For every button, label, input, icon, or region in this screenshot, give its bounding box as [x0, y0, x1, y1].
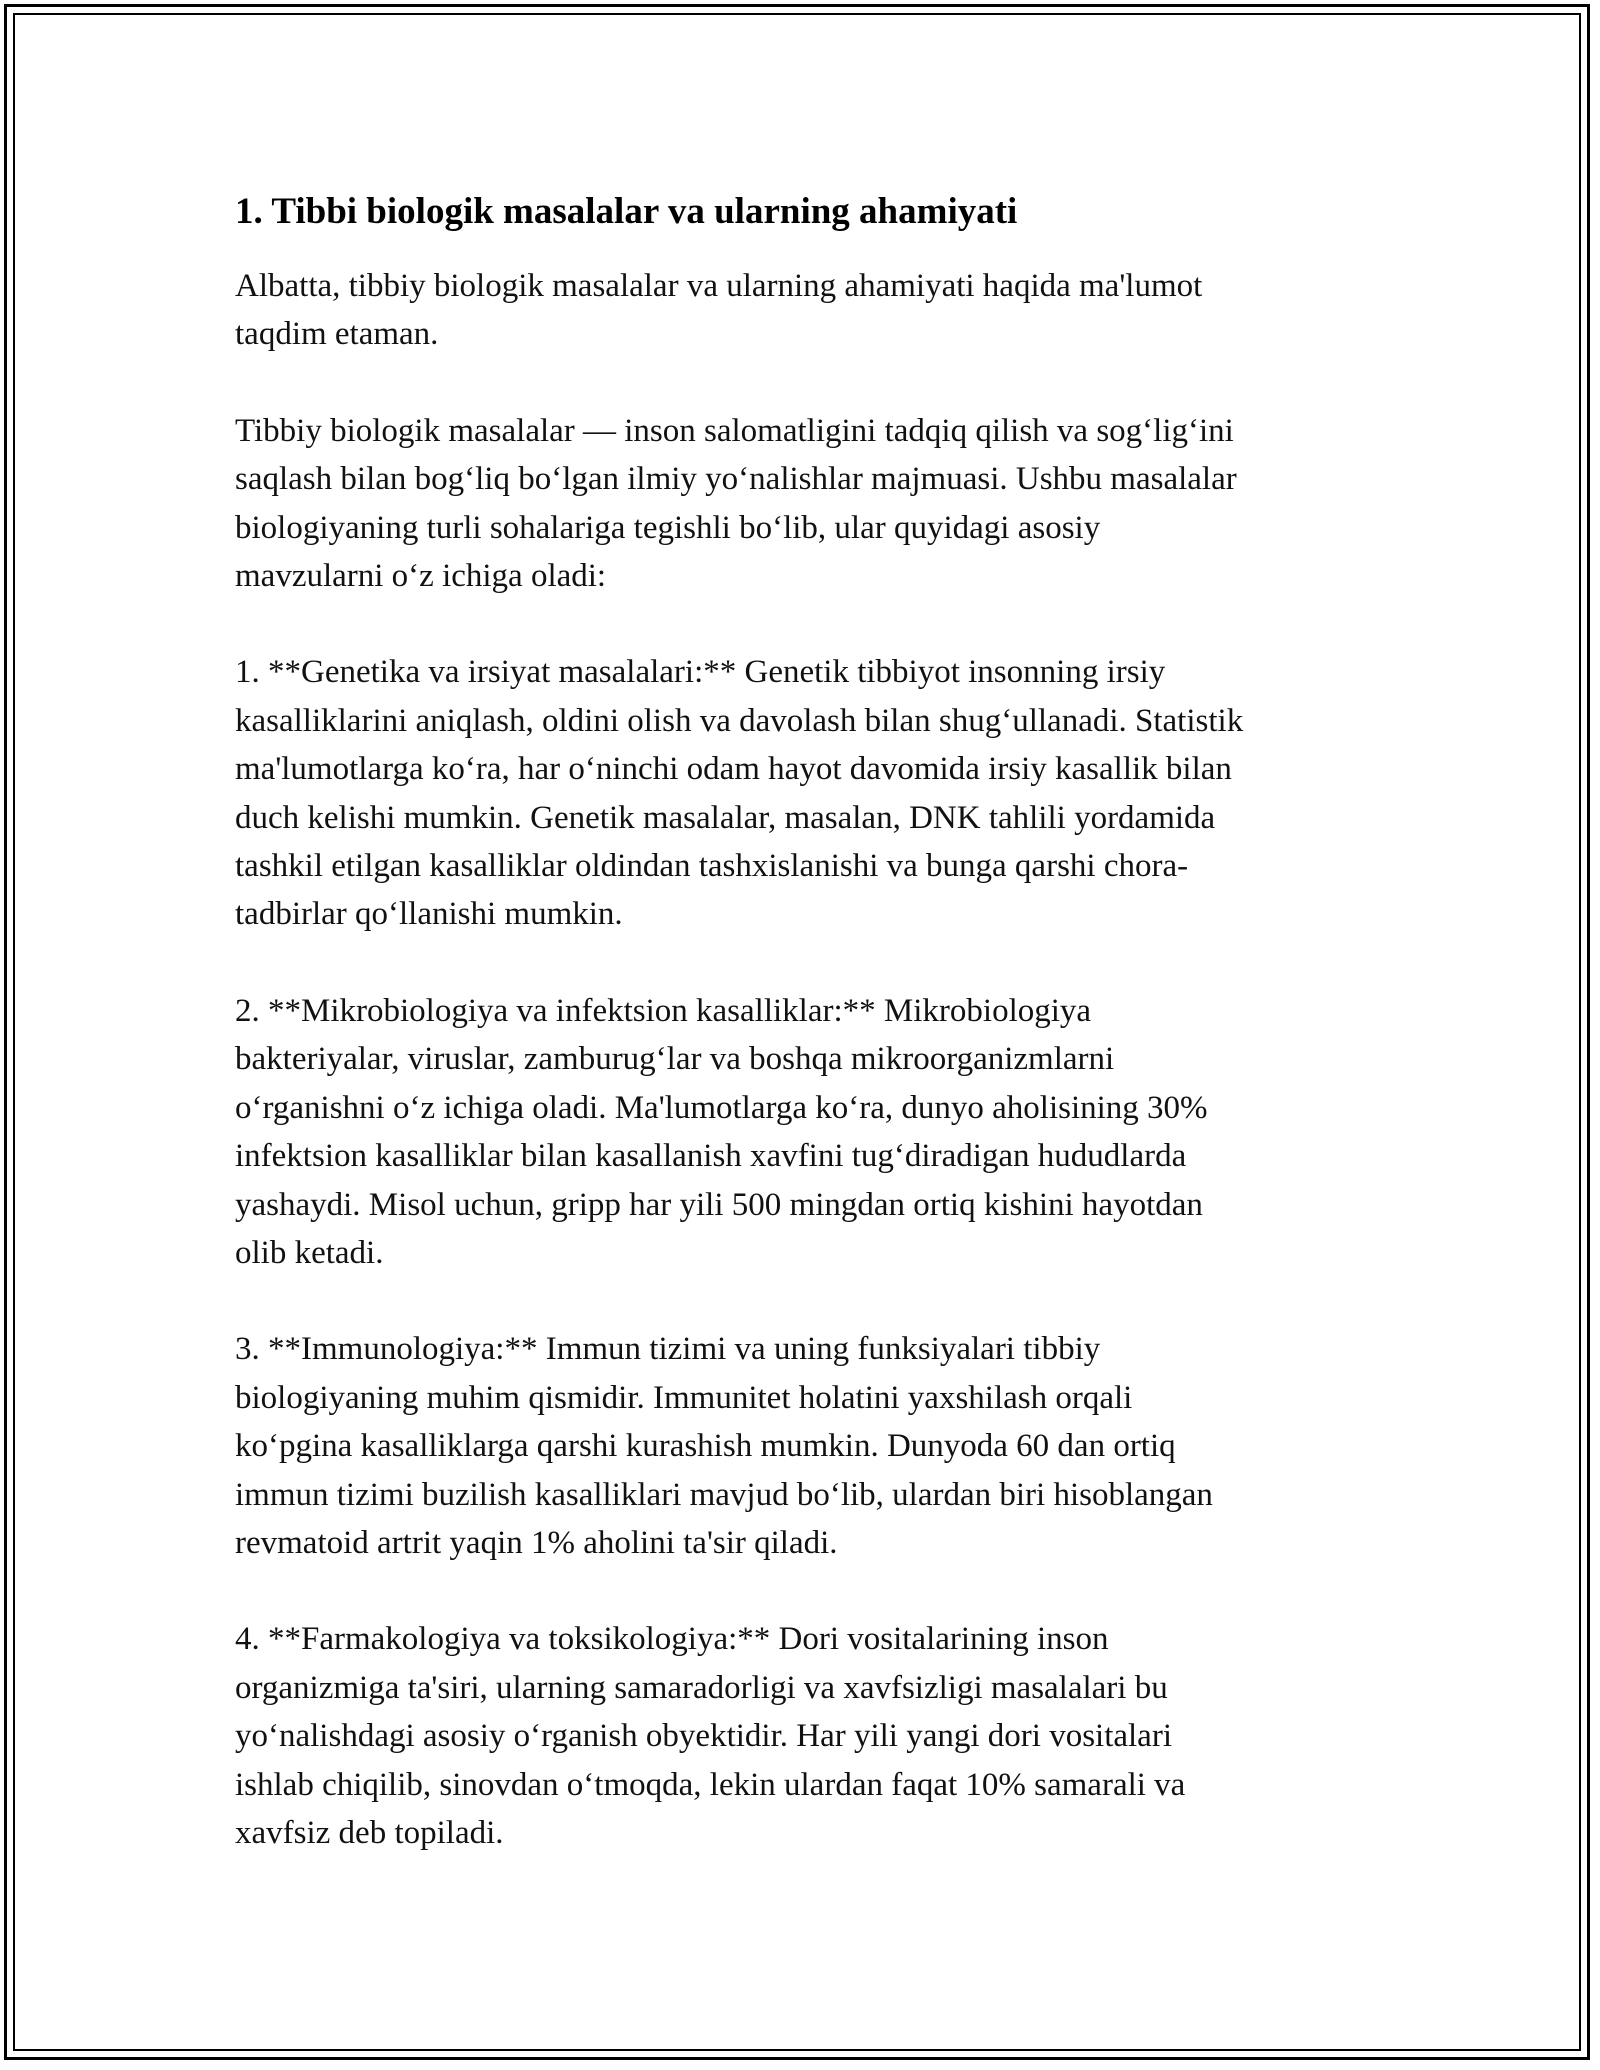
- paragraph-pharmacology: 4. **Farmakologiya va toksikologiya:** Dori vositalarining inson organizmiga ta'siri, ularning samaradorligi va xavfsizligi masalalari bu yo‘nalishdagi asosiy o‘rganish obyektidir. Har yili yangi dori vositalari ishlab chiqilib, sinovdan o‘tmoqda, lekin ulardan faqat 10% samarali va xavfsiz deb topiladi.: [235, 1621, 1186, 1851]
- paragraph-intro: Albatta, tibbiy biologik masalalar va ularning ahamiyati haqida ma'lumot taqdim etaman.: [235, 268, 1203, 353]
- paragraph-definition: Tibbiy biologik masalalar — inson salomatligini tadqiq qilish va sog‘lig‘ini saqlash bilan bog‘liq bo‘lgan ilmiy yo‘nalishlar majmuasi. Ushbu masalalar biologiyaning turli sohalariga tegishli bo‘lib, ular quyidagi asosiy mavzularni o‘z ichiga oladi:: [235, 412, 1237, 595]
- page-title: 1. Tibbi biologik masalalar va ularning ahamiyati: [235, 191, 1018, 232]
- paragraph-immunology: 3. **Immunologiya:** Immun tizimi va uning funksiyalari tibbiy biologiyaning muhim qismidir. Immunitet holatini yaxshilash orqali ko‘pgina kasalliklarga qarshi kurashish mumkin. Dunyoda 60 dan ortiq immun tizimi buzilish kasalliklari mavjud bo‘lib, ulardan biri hisoblangan revmatoid artrit yaqin 1% aholini ta'sir qiladi.: [235, 1331, 1213, 1561]
- paragraph-microbiology: 2. **Mikrobiologiya va infektsion kasalliklar:** Mikrobiologiya bakteriyalar, viruslar, zamburug‘lar va boshqa mikroorganizmlarni o‘rganishni o‘z ichiga oladi. Ma'lumotlarga ko‘ra, dunyo aholisining 30% infektsion kasalliklar bilan kasallanish xavfini tug‘diradigan hududlarda yashaydi. Misol uchun, gripp har yili 500 mingdan ortiq kishini hayotdan olib ketadi.: [235, 992, 1208, 1271]
- paragraph-genetics: 1. **Genetika va irsiyat masalalari:** Genetik tibbiyot insonning irsiy kasalliklarini aniqlash, oldini olish va davolash bilan shug‘ullanadi. Statistik ma'lumotlarga ko‘ra, har o‘ninchi odam hayot davomida irsiy kasallik bilan duch kelishi mumkin. Genetik masalalar, masalan, DNK tahlili yordamida tashkil etilgan kasalliklar oldindan tashxislanishi va bunga qarshi chora- tadbirlar qo‘llanishi mumkin.: [235, 654, 1244, 933]
- document-body: [235, 188, 1375, 1905]
